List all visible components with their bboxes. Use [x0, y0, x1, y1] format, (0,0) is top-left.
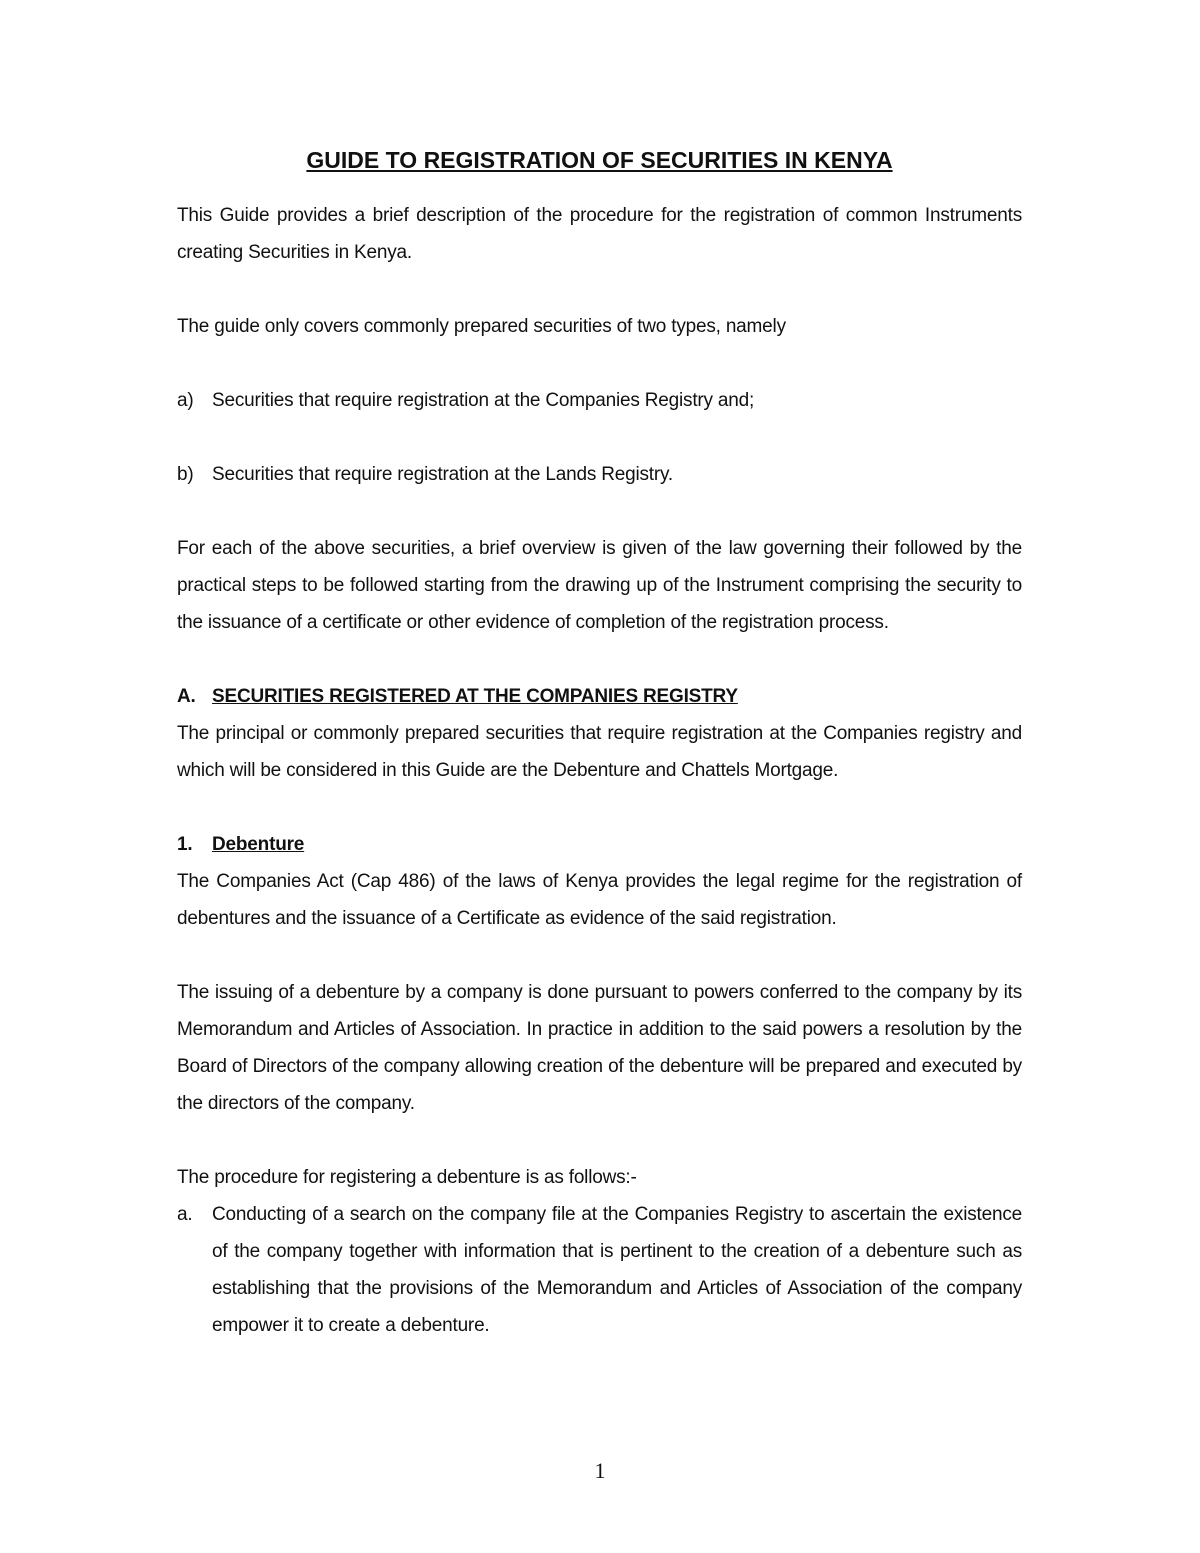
- scope-paragraph: The guide only covers commonly prepared securities of two types, namely: [177, 316, 786, 337]
- subsection-heading-text: Debenture: [212, 834, 305, 855]
- section-heading-text: SECURITIES REGISTERED AT THE COMPANIES REGISTRY: [212, 686, 738, 707]
- list-marker: a): [177, 390, 194, 411]
- spacer: [177, 345, 1022, 382]
- list-item-text: Securities that require registration at the Companies Registry and;: [212, 390, 755, 411]
- procedure-step-a: [177, 1196, 1022, 1344]
- intro-paragraph: This Guide provides a brief description of the procedure for the registration of common Instruments creating Securities in Kenya.: [177, 205, 1022, 263]
- section-a-body: The principal or commonly prepared securities that require registration at the Companies registry and which will be considered in this Guide are the Debenture and Chattels Mortgage.: [177, 723, 1022, 781]
- document-title: GUIDE TO REGISTRATION OF SECURITIES IN KENYA: [306, 147, 893, 173]
- spacer: [177, 641, 1022, 678]
- procedure-intro: The procedure for registering a debenture is as follows:-: [177, 1167, 637, 1188]
- list-item-type-b: [177, 456, 1022, 493]
- list-item-text: Securities that require registration at the Lands Registry.: [212, 464, 673, 485]
- step-text: Conducting of a search on the company file at the Companies Registry to ascertain the existence of the company together with information that is pertinent to the creation of a debenture such as establishing that the provisions of the Memorandum and Articles of Association of the company empower it to create a debenture.: [212, 1204, 1022, 1336]
- spacer: [177, 271, 1022, 308]
- section-marker: A.: [177, 686, 196, 707]
- debenture-paragraph-2: The issuing of a debenture by a company is done pursuant to powers conferred to the company by its Memorandum and Articles of Association. In practice in addition to the said powers a resolution by the Board of Directors of the company allowing creation of the debenture will be prepared and executed by the directors of the company.: [177, 982, 1022, 1114]
- list-item-type-a: [177, 382, 1022, 419]
- step-marker: a.: [177, 1204, 193, 1225]
- spacer: [177, 1122, 1022, 1159]
- page-number: 1: [594, 1458, 606, 1483]
- list-marker: b): [177, 464, 194, 485]
- section-a-heading: [177, 678, 1022, 715]
- spacer: [177, 419, 1022, 456]
- overview-paragraph: For each of the above securities, a brief overview is given of the law governing their followed by the practical steps to be followed starting from the drawing up of the Instrument comprising the security to the issuance of a certificate or other evidence of completion of the registration process.: [177, 538, 1022, 633]
- spacer: [177, 493, 1022, 530]
- subsection-1-heading: [177, 826, 1022, 863]
- subsection-marker: 1.: [177, 834, 193, 855]
- spacer: [177, 789, 1022, 826]
- debenture-paragraph-1: The Companies Act (Cap 486) of the laws of Kenya provides the legal regime for the registration of debentures and the issuance of a Certificate as evidence of the said registration.: [177, 871, 1022, 929]
- page-content: [177, 140, 1022, 1344]
- spacer: [177, 937, 1022, 974]
